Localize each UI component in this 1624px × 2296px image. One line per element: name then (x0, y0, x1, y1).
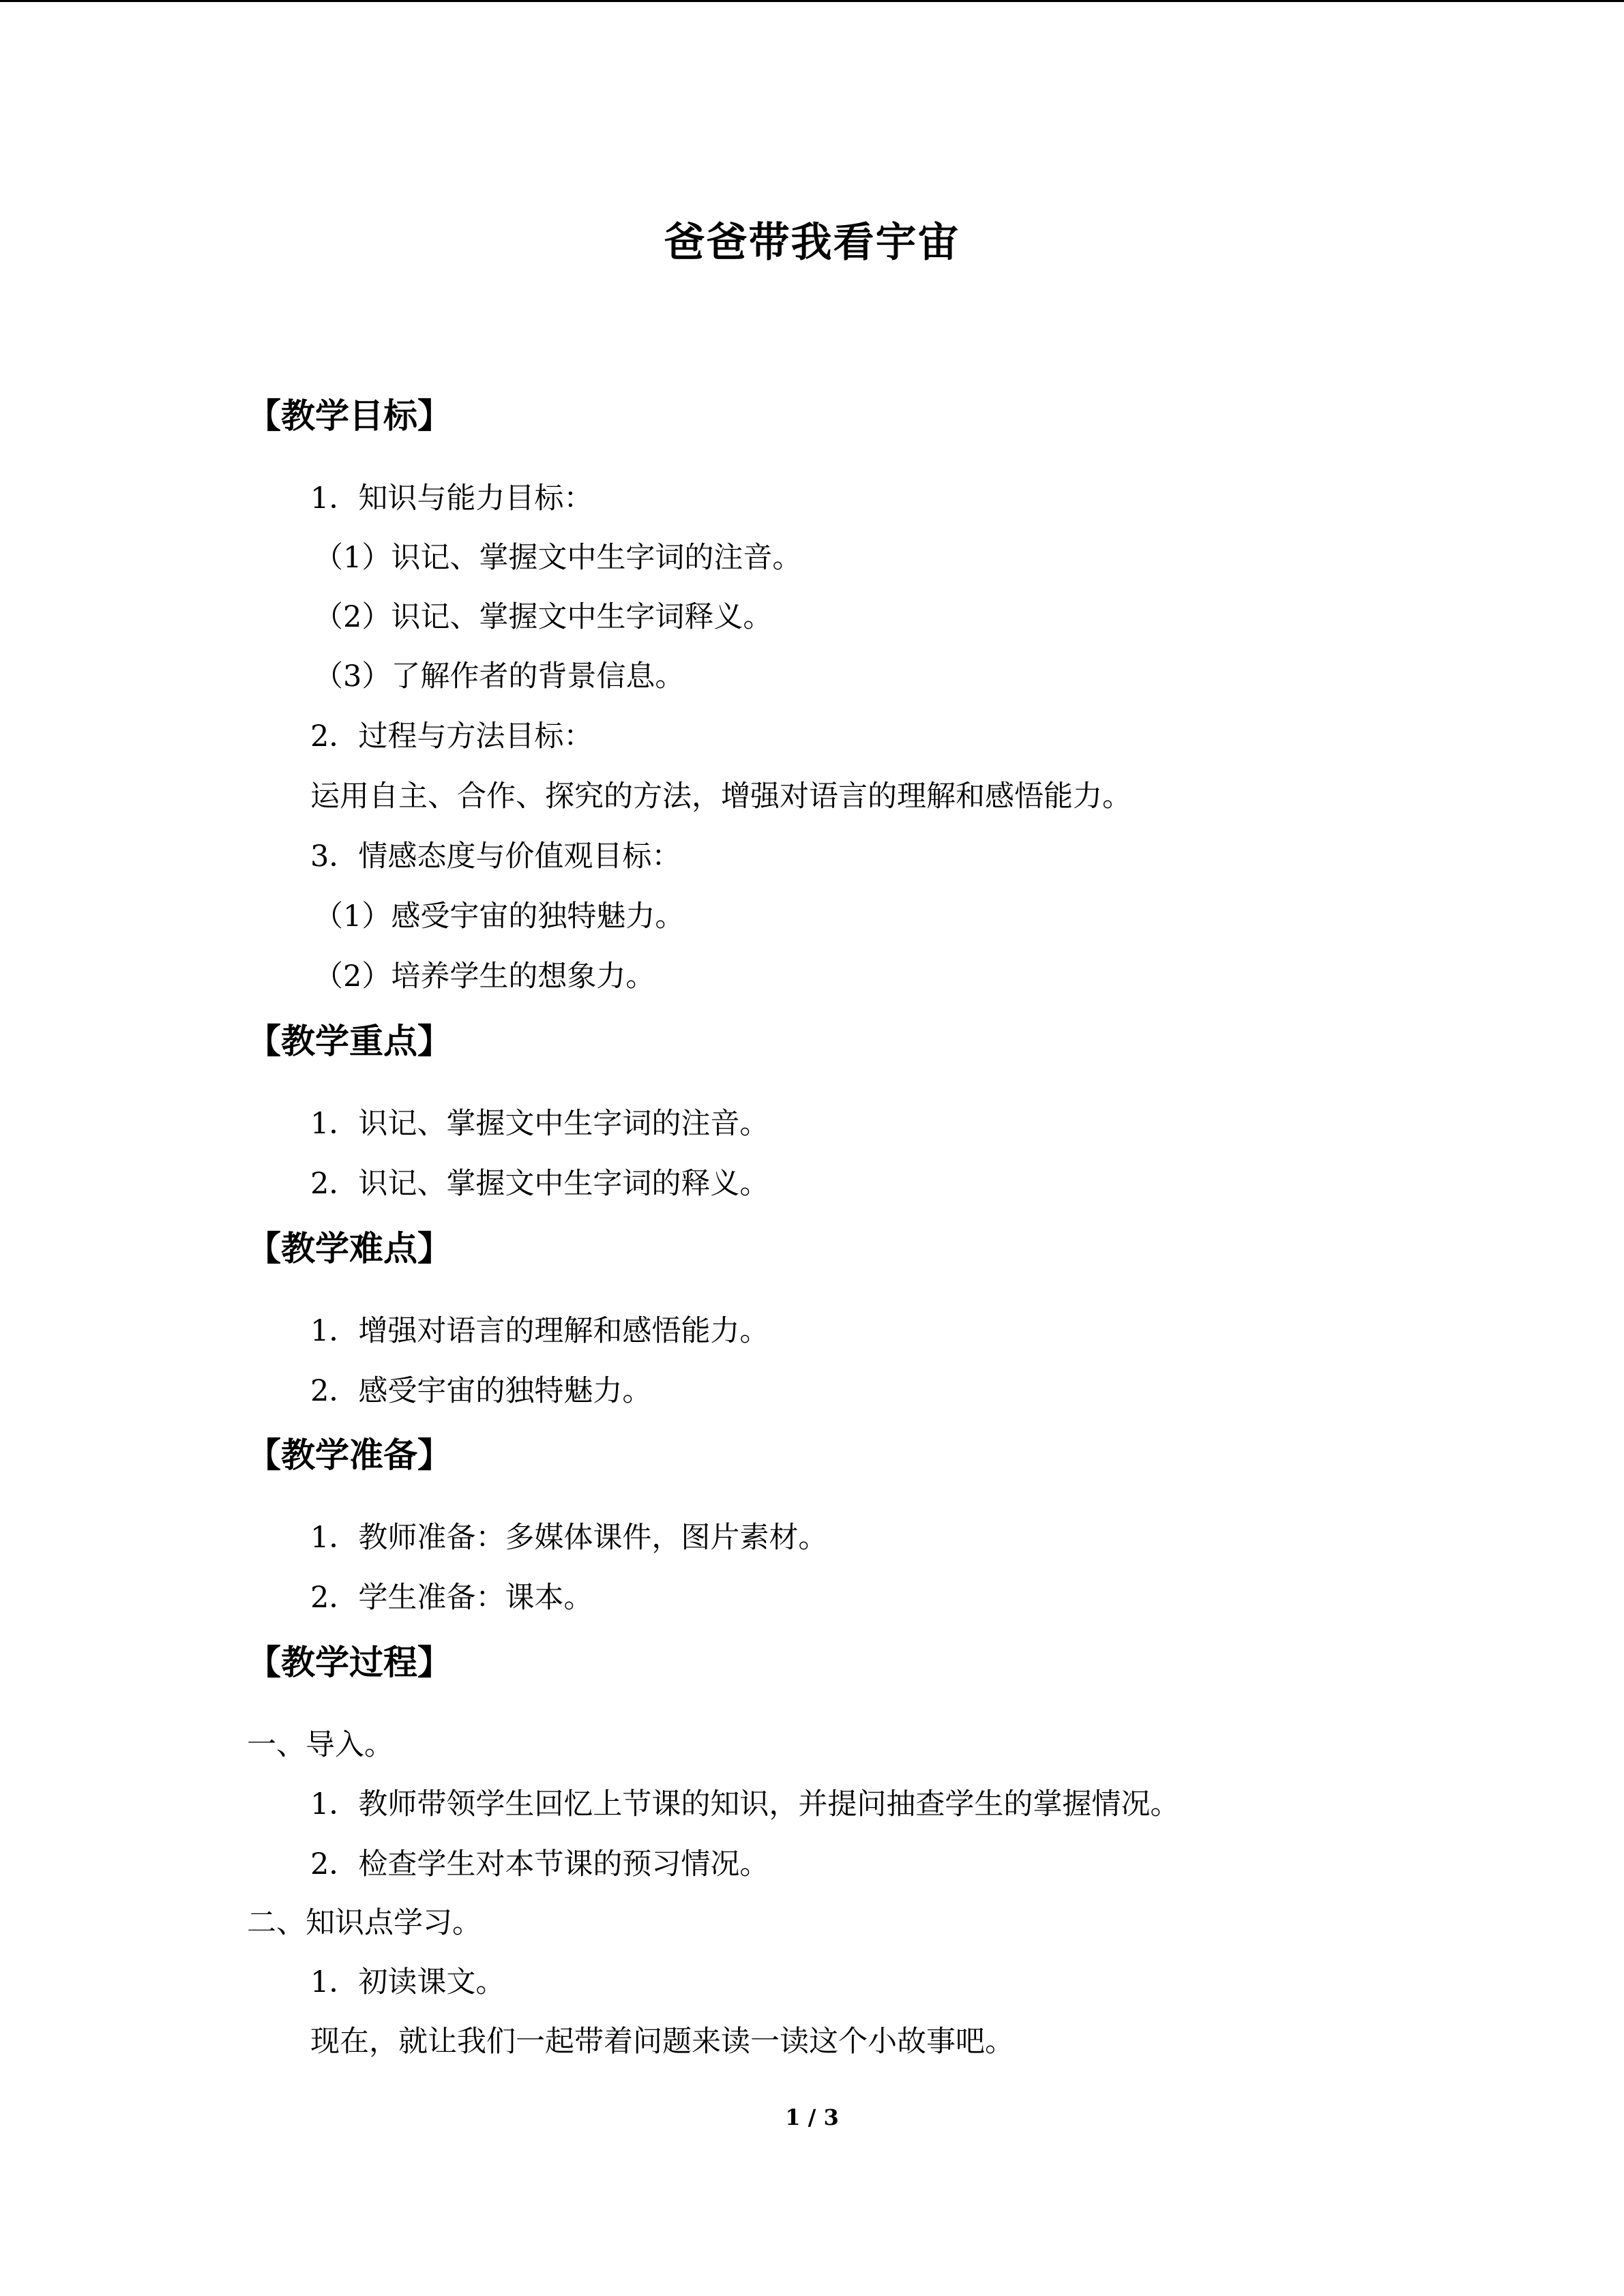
key-point-line: 1．识记、掌握文中生字词的注音。 (310, 1107, 769, 1141)
difficulty-line: 1．增强对语言的理解和感悟能力。 (310, 1314, 769, 1348)
preparation-line: 2．学生准备：课本。 (310, 1581, 593, 1615)
objective-line: 2．过程与方法目标： (310, 719, 593, 754)
process-step-heading: 一、导入。 (247, 1728, 394, 1762)
objective-line: 1．知识与能力目标： (310, 481, 593, 516)
process-step-heading: 二、知识点学习。 (247, 1906, 482, 1940)
section-heading-difficulties: 【教学难点】 (247, 1229, 452, 1268)
objective-line: 运用自主、合作、探究的方法，增强对语言的理解和感悟能力。 (310, 779, 1132, 814)
key-point-line: 2．识记、掌握文中生字词的释义。 (310, 1167, 769, 1201)
document-title: 爸爸带我看宇宙 (664, 219, 960, 267)
preparation-line: 1．教师准备：多媒体课件，图片素材。 (310, 1521, 828, 1555)
objective-line: （1）感受宇宙的独特魅力。 (314, 899, 685, 934)
process-line: 2．检查学生对本节课的预习情况。 (310, 1847, 769, 1881)
objective-line: （2）识记、掌握文中生字词释义。 (314, 600, 773, 634)
objective-line: 3．情感态度与价值观目标： (310, 839, 681, 874)
process-line: 1．教师带领学生回忆上节课的知识，并提问抽查学生的掌握情况。 (310, 1787, 1180, 1821)
difficulty-line: 2．感受宇宙的独特魅力。 (310, 1374, 652, 1408)
process-line: 1．初读课文。 (310, 1965, 505, 1999)
section-heading-process: 【教学过程】 (247, 1643, 452, 1682)
page-number: 1 / 3 (785, 2104, 839, 2130)
section-heading-key-points: 【教学重点】 (247, 1022, 452, 1061)
objective-line: （1）识记、掌握文中生字词的注音。 (314, 541, 802, 575)
process-line: 现在，就让我们一起带着问题来读一读这个小故事吧。 (310, 2025, 1014, 2059)
objective-line: （3）了解作者的背景信息。 (314, 659, 685, 694)
objective-line: （2）培养学生的想象力。 (314, 959, 655, 994)
section-heading-preparation: 【教学准备】 (247, 1435, 452, 1475)
section-heading-objectives: 【教学目标】 (247, 396, 452, 436)
